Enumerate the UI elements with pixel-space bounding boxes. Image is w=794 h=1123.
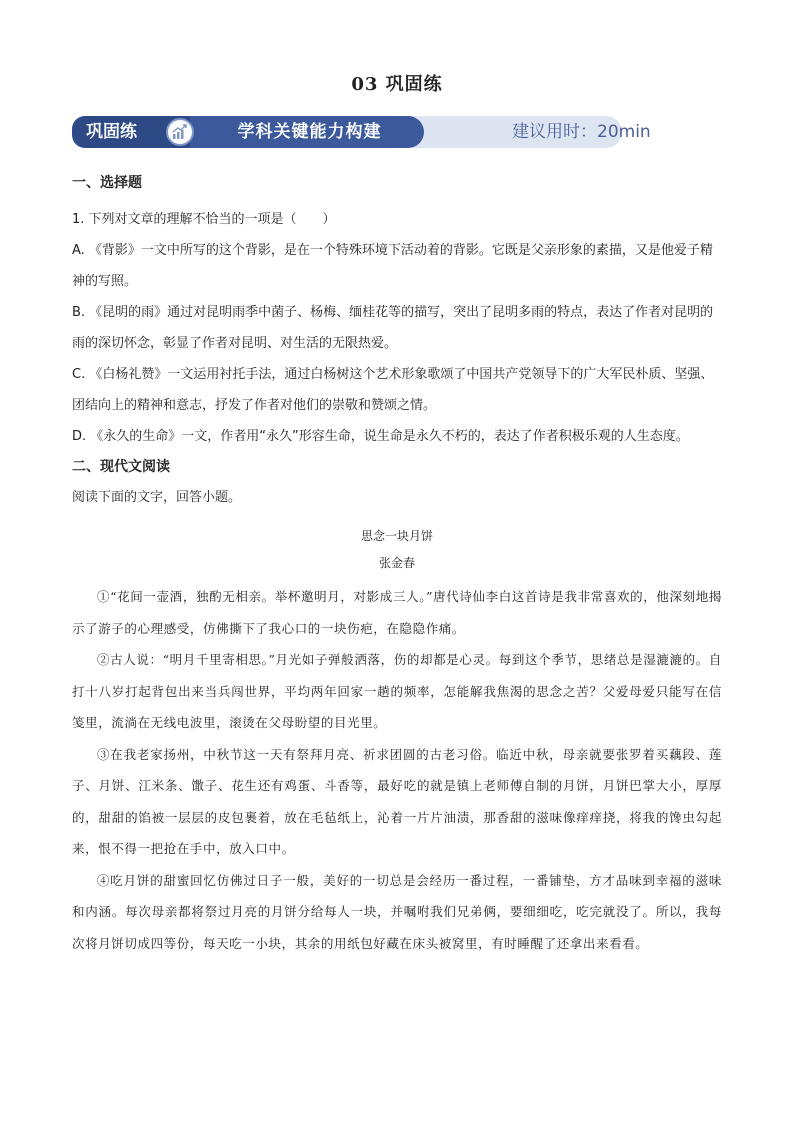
banner-subtitle: 学科关键能力构建 [237,122,382,142]
option-a: A. 《背影》一文中所写的这个背影，是在一个特殊环境下活动着的背影。它既是父亲形象的素描，又是他爱子精神的写照。 [72,243,713,289]
option-c: C. 《白杨礼赞》一文运用衬托手法，通过白杨树这个艺术形象歌颂了中国共产党领导下的广大军民朴质、坚强、团结向上的精神和意志，抒发了作者对他们的崇敬和赞颂之情。 [72,367,714,413]
article-paragraph: ②古人说：“明月千里寄相思。”月光如子弹般洒落，伤的却都是心灵。每到这个季节，思绪总是湿漉漉的。自打十八岁打起背包出来当兵闯世界，平均两年回家一趟的频率，怎能解我焦渴的思念之苦？父爱母爱只能写在信笺里，流淌在无线电波里，滚烫在父母盼望的目光里。 [72,652,722,730]
option-d: D. 《永久的生命》一文，作者用“永久”形容生命，说生命是永久不朽的，表达了作者积极乐观的人生态度。 [72,429,689,444]
reading-instruction: 阅读下面的文字，回答小题。 [72,490,242,505]
section-heading-reading: 二、现代文阅读 [72,459,170,475]
article-title: 思念一块月饼 [360,529,433,543]
section-banner [72,116,651,148]
article-paragraph: ③在我老家扬州，中秋节这一天有祭拜月亮、祈求团圆的古老习俗。临近中秋，母亲就要张罗着买藕段、莲子、月饼、江米条、馓子、花生还有鸡蛋、斗香等，最好吃的就是镇上老师傅自制的月饼，月饼巴掌大小，厚厚的，甜甜的馅被一层层的皮包裹着，放在毛毡纸上，沁着一片片油渍，那香甜的滋味像痒痒挠，将我的馋虫勾起来，恨不得一把抢在手中，放入口中。 [72,746,722,856]
section-heading-choice: 一、选择题 [72,175,142,191]
banner-main-label: 巩固练 [86,122,137,142]
article-paragraph: ④吃月饼的甜蜜回忆仿佛过日子一般，美好的一切总是会经历一番过程，一番铺垫，方才品味到幸福的滋味和内涵。每次母亲都将祭过月亮的月饼分给每人一块，并嘱咐我们兄弟俩，要细细吃，吃完就没了。所以，我每次将月饼切成四等份，每天吃一小块，其余的用纸包好藏在床头被窝里，有时睡醒了还拿出来看看。 [72,872,722,951]
option-b: B. 《昆明的雨》通过对昆明雨季中菌子、杨梅、缅桂花等的描写，突出了昆明多雨的特点，表达了作者对昆明的雨的深切怀念，彰显了作者对昆明、对生活的无限热爱。 [72,305,714,351]
article-author: 张金春 [378,556,415,570]
chart-growth-icon [166,118,194,146]
suggested-time-label: 建议用时：20min [512,122,651,142]
article-paragraph: ①“花间一壶酒，独酌无相亲。举杯邀明月，对影成三人。”唐代诗仙李白这首诗是我非常喜欢的，他深刻地揭示了游子的心理感受，仿佛撕下了我心口的一块伤疤，在隐隐作痛。 [72,589,722,636]
page-title: 03 巩固练 [351,74,443,95]
question-stem: 1. 下列对文章的理解不恰当的一项是（ ） [72,212,336,227]
document-body [72,168,722,959]
